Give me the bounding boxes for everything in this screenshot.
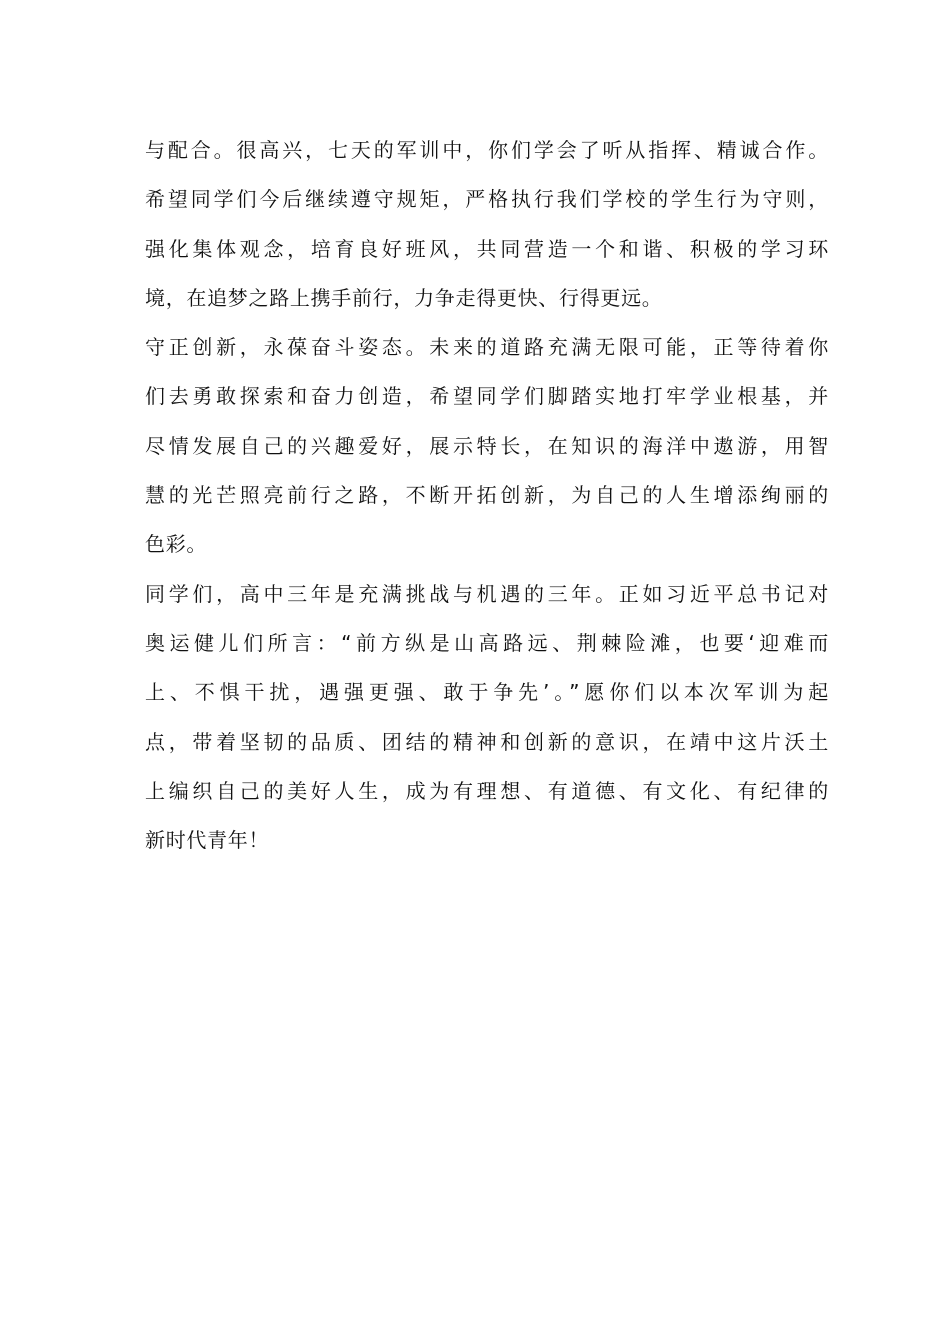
paragraph-2-line-4: 慧的光芒照亮前行之路，不断开拓创新，为自己的人生增添绚丽的: [145, 483, 829, 508]
paragraph-2-line-3: 尽情发展自己的兴趣爱好，展示特长，在知识的海洋中遨游，用智: [145, 433, 829, 458]
paragraph-1-line-3: 强化集体观念，培育良好班风，共同营造一个和谐、积极的学习环: [145, 236, 829, 261]
paragraph-3-line-4: 点，带着坚韧的品质、团结的精神和创新的意识，在靖中这片沃土: [145, 729, 829, 754]
paragraph-2-line-1: 守正创新，永葆奋斗姿态。未来的道路充满无限可能，正等待着你: [145, 335, 829, 360]
document-body: [145, 126, 845, 865]
paragraph-3-line-2: 奥运健儿们所言：“前方纵是山高路远、荆棘险滩，也要‘迎难而: [145, 630, 829, 655]
paragraph-2-line-2: 们去勇敢探索和奋力创造，希望同学们脚踏实地打牢学业根基，并: [145, 384, 829, 409]
paragraph-3-line-6: 新时代青年！: [145, 828, 270, 853]
paragraph-1-line-4: 境，在追梦之路上携手前行，力争走得更快、行得更远。: [145, 285, 663, 310]
paragraph-3-line-5: 上编织自己的美好人生，成为有理想、有道德、有文化、有纪律的: [145, 778, 829, 803]
paragraph-1-line-1: 与配合。很高兴，七天的军训中，你们学会了听从指挥、精诚合作。: [145, 138, 829, 162]
paragraph-3-line-3: 上、不惧干扰，遇强更强、敢于争先’。”愿你们以本次军训为起: [145, 680, 829, 705]
paragraph-2-line-5: 色彩。: [145, 532, 208, 557]
paragraph-3-line-1: 同学们，高中三年是充满挑战与机遇的三年。正如习近平总书记对: [145, 581, 829, 606]
paragraph-1-line-2: 希望同学们今后继续遵守规矩，严格执行我们学校的学生行为守则，: [145, 187, 829, 212]
